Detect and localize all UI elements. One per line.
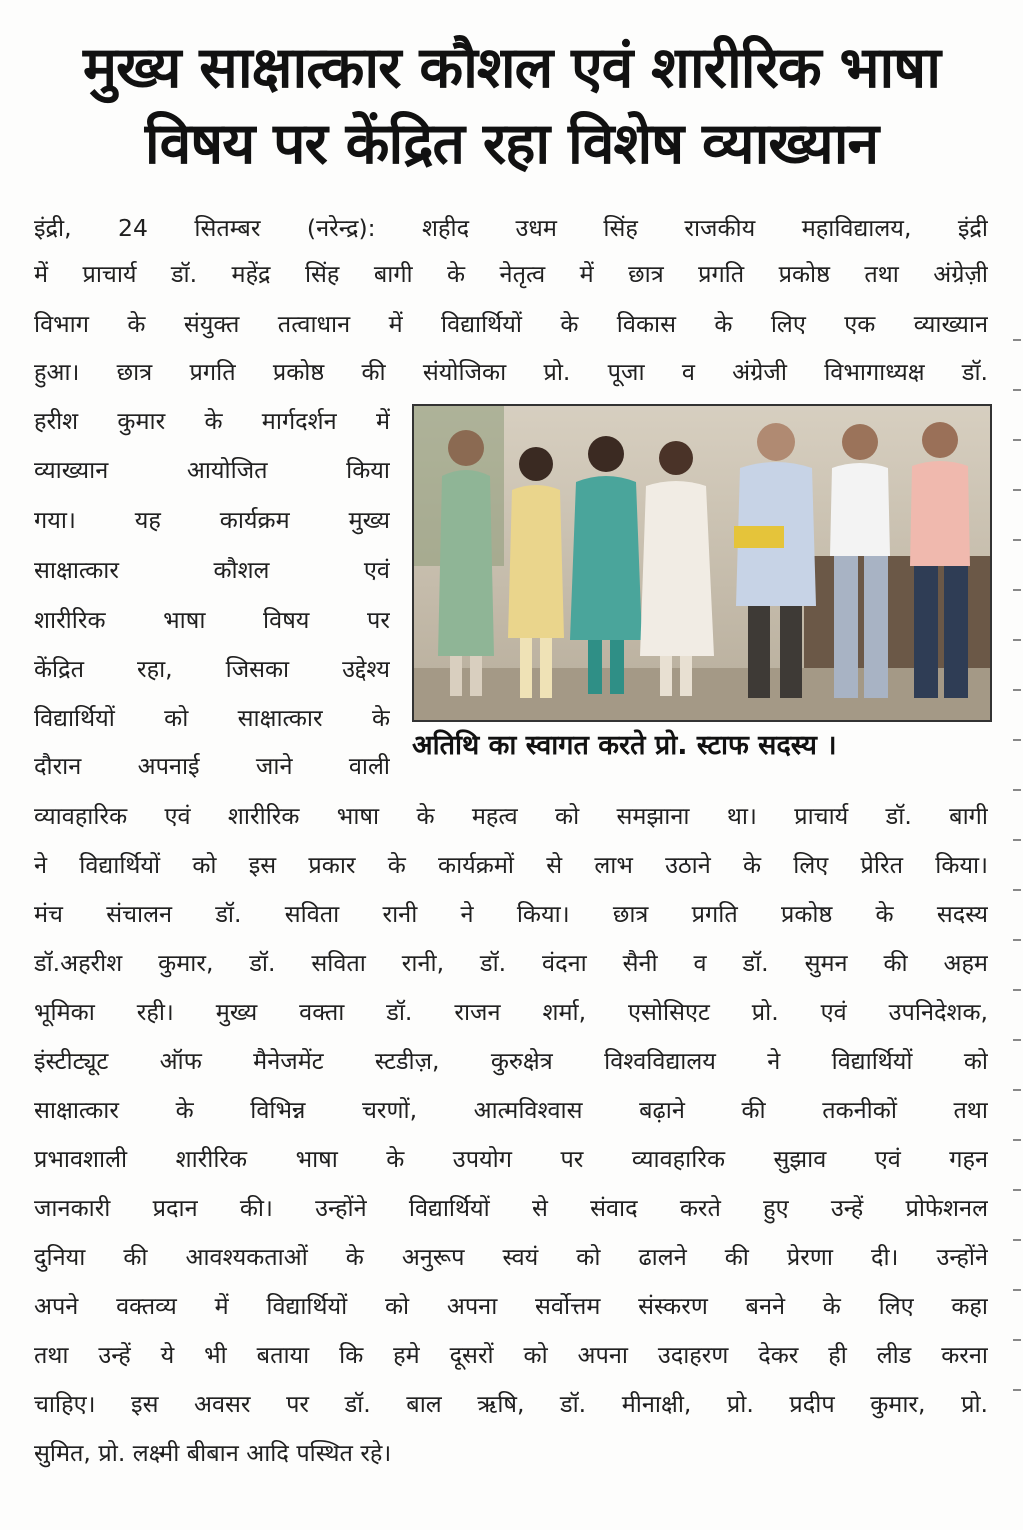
scan-edge-marks [1011, 330, 1023, 1430]
article-line: इंस्टीट्यूट ऑफ मैनेजमेंट स्टडीज़, कुरुक्षेत्र विश्वविद्यालय ने विद्यार्थियों को [34, 1047, 988, 1075]
article-line: चाहिए। इस अवसर पर डॉ. बाल ऋषि, डॉ. मीनाक्षी, प्रो. प्रदीप कुमार, प्रो. [34, 1390, 988, 1418]
event-photo [412, 404, 992, 722]
article-line: में प्राचार्य डॉ. महेंद्र सिंह बागी के नेतृत्व में छात्र प्रगति प्रकोष्ठ तथा अंग्रेज़ी [34, 260, 988, 288]
article-line: गया। यह कार्यक्रम मुख्य [34, 506, 390, 534]
article-line: भूमिका रही। मुख्य वक्ता डॉ. राजन शर्मा, एसोसिएट प्रो. एवं उपनिदेशक, [34, 998, 988, 1026]
event-photo-illustration [414, 406, 990, 720]
article-line: हरीश कुमार के मार्गदर्शन में [34, 407, 390, 435]
article-line: व्याख्यान आयोजित किया [34, 456, 390, 484]
photo-caption: अतिथि का स्वागत करते प्रो. स्टाफ सदस्य । [412, 730, 837, 761]
article-line: डॉ.अहरीश कुमार, डॉ. सविता रानी, डॉ. वंदना सैनी व डॉ. सुमन की अहम [34, 949, 988, 977]
article-line: हुआ। छात्र प्रगति प्रकोष्ठ की संयोजिका प्रो. पूजा व अंग्रेजी विभागाध्यक्ष डॉ. [34, 358, 988, 386]
article-line: दुनिया की आवश्यकताओं के अनुरूप स्वयं को ढालने की प्रेरणा दी। उन्होंने [34, 1243, 988, 1271]
headline-line-2: विषय पर केंद्रित रहा विशेष व्याख्यान [144, 111, 879, 177]
article-line: मंच संचालन डॉ. सविता रानी ने किया। छात्र प्रगति प्रकोष्ठ के सदस्य [34, 900, 988, 928]
article-line: दौरान अपनाई जाने वाली [34, 752, 390, 780]
article-line: तथा उन्हें ये भी बताया कि हमे दूसरों को अपना उदाहरण देकर ही लीड करना [34, 1341, 988, 1369]
article-line: जानकारी प्रदान की। उन्होंने विद्यार्थियों से संवाद करते हुए उन्हें प्रोफेशनल [34, 1194, 988, 1222]
article-line: विभाग के संयुक्त तत्वाधान में विद्यार्थियों के विकास के लिए एक व्याख्यान [34, 310, 988, 338]
article-line: इंद्री, 24 सितम्बर (नरेन्द्र): शहीद उधम सिंह राजकीय महाविद्यालय, इंद्री [34, 214, 988, 242]
article-line: साक्षात्कार कौशल एवं [34, 556, 390, 584]
article-line: साक्षात्कार के विभिन्न चरणों, आत्मविश्वास बढ़ाने की तकनीकों तथा [34, 1096, 988, 1124]
article-line: अपने वक्तव्य में विद्यार्थियों को अपना सर्वोत्तम संस्करण बनने के लिए कहा [34, 1292, 988, 1320]
article-line: विद्यार्थियों को साक्षात्कार के [34, 704, 390, 732]
article-line: केंद्रित रहा, जिसका उद्देश्य [34, 655, 390, 683]
headline-line-1: मुख्य साक्षात्कार कौशल एवं शारीरिक भाषा [82, 35, 941, 101]
article-line: प्रभावशाली शारीरिक भाषा के उपयोग पर व्यावहारिक सुझाव एवं गहन [34, 1145, 988, 1173]
article-line: ने विद्यार्थियों को इस प्रकार के कार्यक्रमों से लाभ उठाने के लिए प्रेरित किया। [34, 851, 988, 879]
article-line: सुमित, प्रो. लक्ष्मी बीबान आदि पस्थित रहे। [34, 1439, 392, 1467]
article-line: व्यावहारिक एवं शारीरिक भाषा के महत्व को समझाना था। प्राचार्य डॉ. बागी [34, 802, 988, 830]
article-line: शारीरिक भाषा विषय पर [34, 606, 390, 634]
